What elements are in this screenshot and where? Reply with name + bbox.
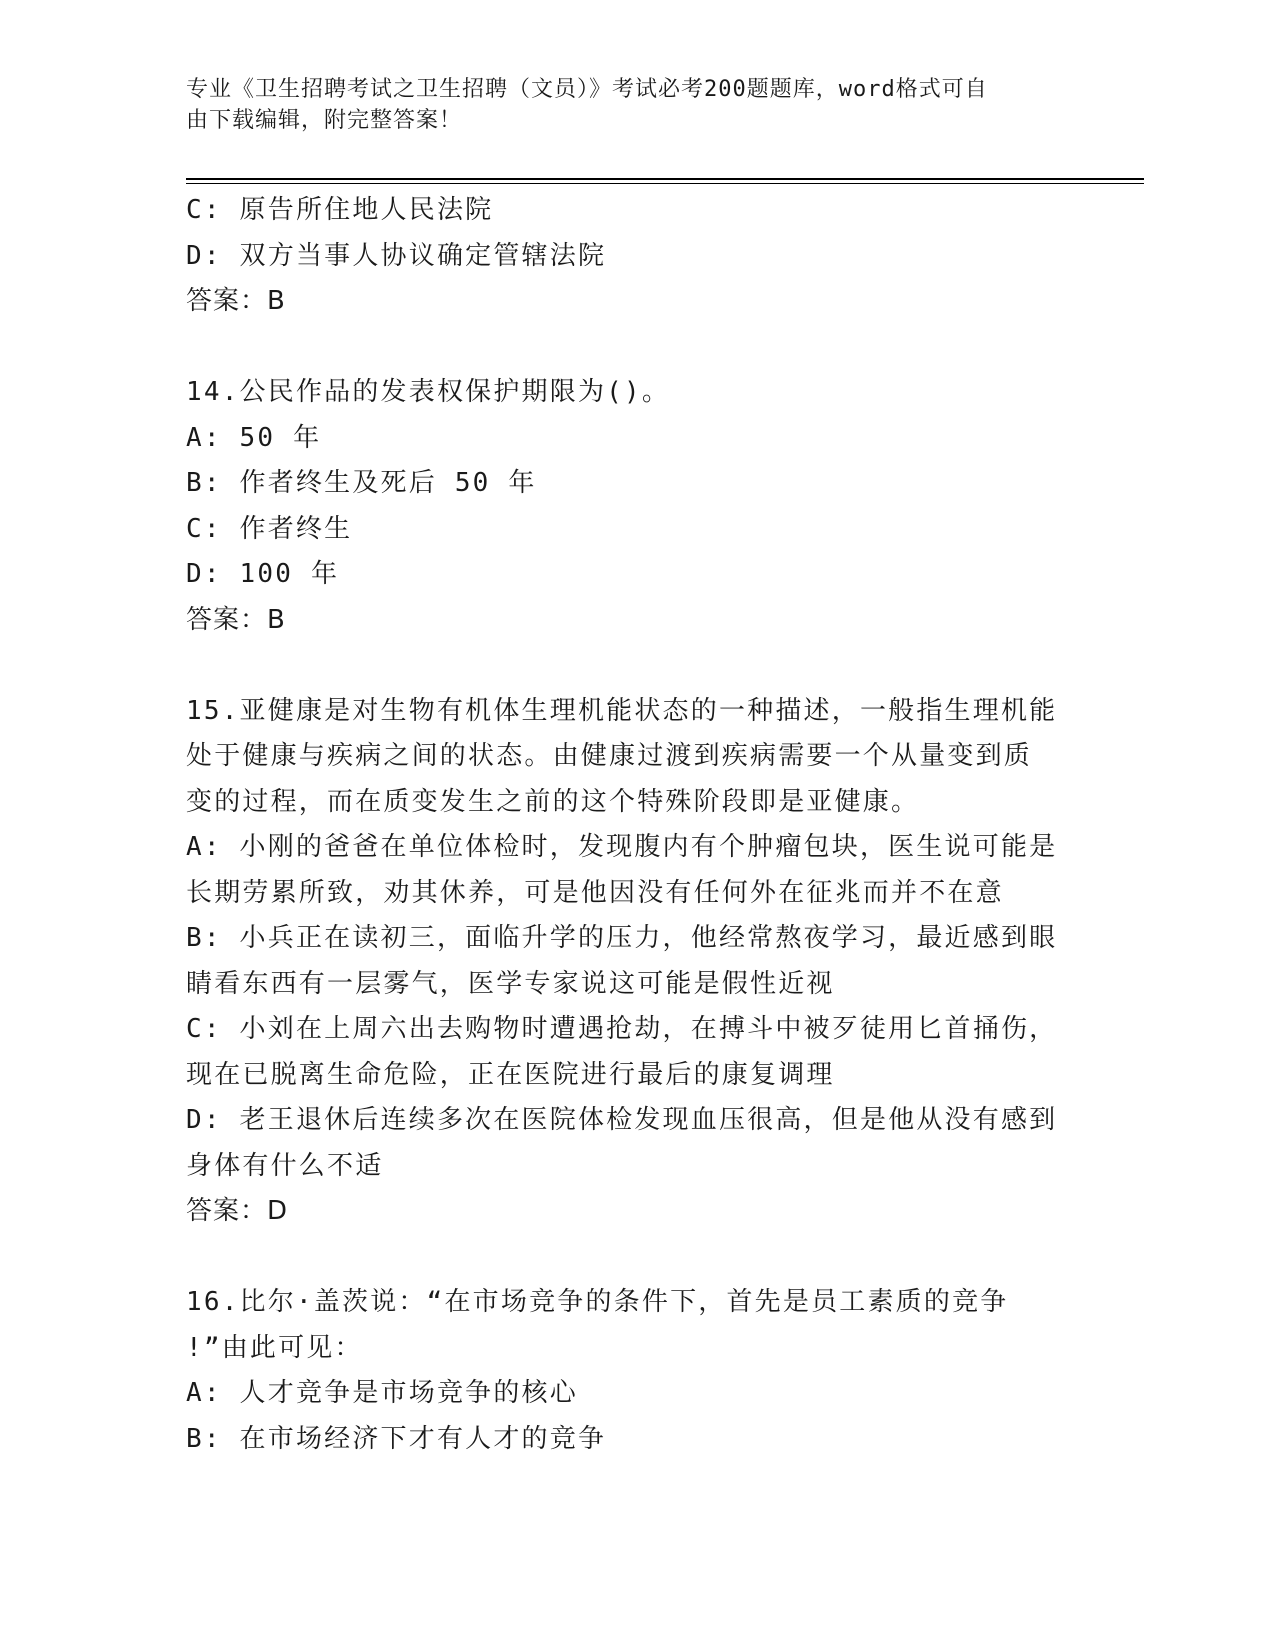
question-stem-line-2: 处于健康与疾病之间的状态。由健康过渡到疾病需要一个从量变到质 [186,741,1033,771]
question-stem-line-3: 变的过程，而在质变发生之前的这个特殊阶段即是亚健康。 [186,786,920,817]
header-divider-thick [186,178,1144,180]
option-d-line-1: D: 老王退休后连续多次在医院体检发现血压很高，但是他从没有感到 [186,1105,1058,1135]
question-15 [186,689,1086,1235]
header-divider-thin [186,183,1144,184]
option-b: B: 在市场经济下才有人才的竞争 [186,1423,607,1454]
option-c-line-1: C: 小刘在上周六出去购物时遭遇抢劫，在搏斗中被歹徒用匕首捅伤， [186,1014,1058,1044]
header-line-1: 专业《卫生招聘考试之卫生招聘（文员）》考试必考200题题库，word格式可自 [186,77,988,102]
option-b-line-1: B: 小兵正在读初三，面临升学的压力，他经常熬夜学习，最近感到眼 [186,923,1058,953]
question-16 [186,1280,1086,1462]
question-14 [186,370,1086,643]
option-c: C: 原告所住地人民法院 [186,195,494,225]
answer-label: 答案：B [186,286,286,316]
question-stem: 14.公民作品的发表权保护期限为()。 [186,377,671,407]
spacer [186,1235,1086,1281]
document-header [186,74,1086,136]
question-stem-line-2: !”由此可见： [186,1332,363,1363]
question-stem-line-1: 16.比尔·盖茨说：“在市场竞争的条件下，首先是员工素质的竞争 [186,1287,1009,1317]
spacer [186,325,1086,371]
question-stem-line-1: 15.亚健康是对生物有机体生理机能状态的一种描述，一般指生理机能 [186,695,1058,726]
header-line-2: 由下载编辑，附完整答案！ [186,108,463,133]
option-b: B: 作者终生及死后 50 年 [186,468,537,498]
option-d: D: 双方当事人协议确定管辖法院 [186,240,607,271]
option-d: D: 100 年 [186,559,340,589]
option-a: A: 人才竞争是市场竞争的核心 [186,1378,578,1408]
option-d-line-2: 身体有什么不适 [186,1150,384,1181]
option-c-line-2: 现在已脱离生命危险，正在医院进行最后的康复调理 [186,1059,835,1090]
answer-label: 答案：D [186,1196,289,1226]
question-13 [186,188,1086,325]
question-list [186,188,1086,1462]
answer-label: 答案：B [186,604,286,635]
option-b-line-2: 睛看东西有一层雾气，医学专家说这可能是假性近视 [186,968,835,999]
option-c: C: 作者终生 [186,513,353,544]
option-a: A: 50 年 [186,422,322,453]
spacer [186,643,1086,689]
option-a-line-1: A: 小刚的爸爸在单位体检时，发现腹内有个肿瘤包块，医生说可能是 [186,832,1058,862]
option-a-line-2: 长期劳累所致，劝其休养，可是他因没有任何外在征兆而并不在意 [186,877,1004,908]
